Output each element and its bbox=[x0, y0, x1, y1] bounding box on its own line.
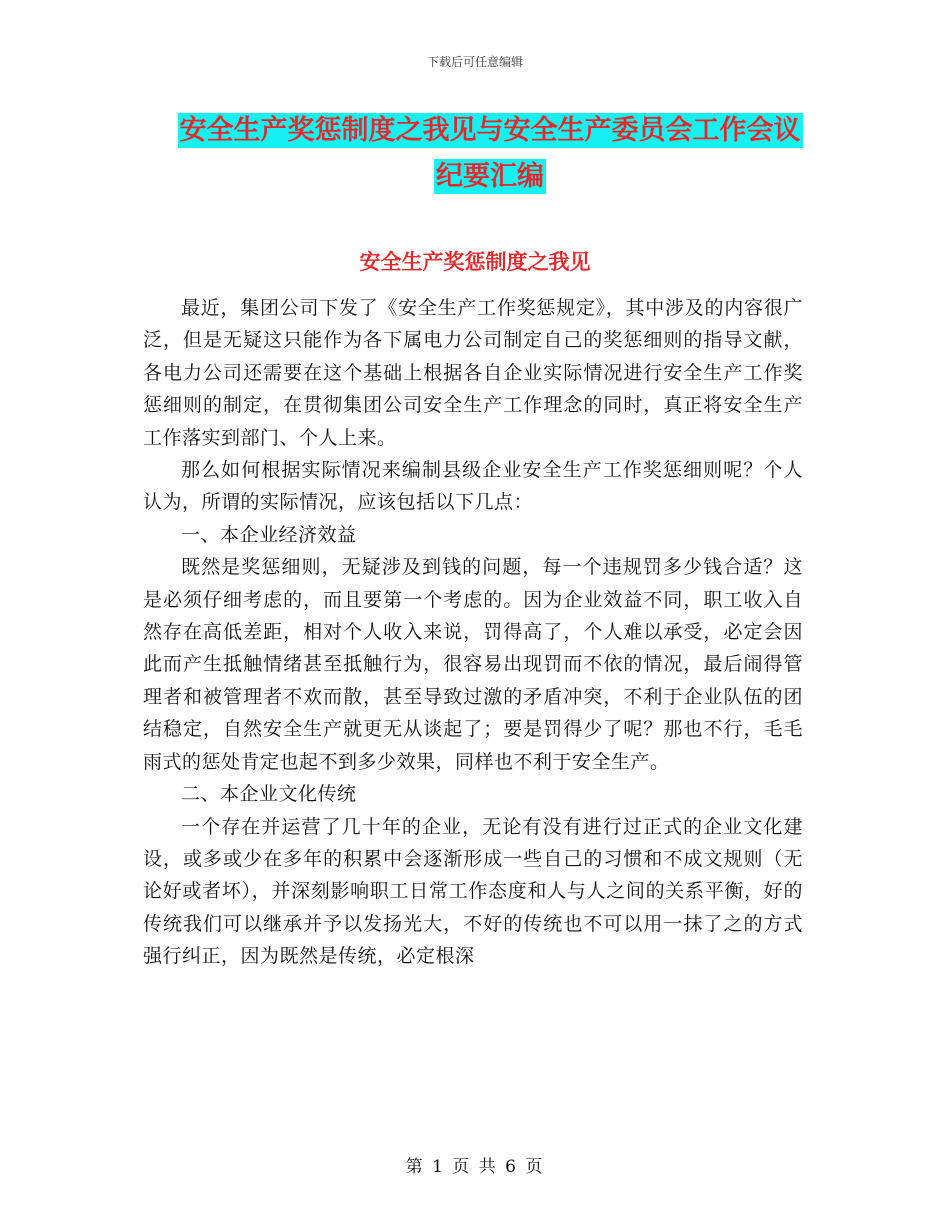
page-header-note: 下载后可任意编辑 bbox=[426, 55, 523, 69]
document-body bbox=[143, 292, 803, 973]
paragraph: 最近，集团公司下发了《安全生产工作奖惩规定》，其中涉及的内容很广泛，但是无疑这只能作为各下属电力公司制定自己的奖惩细则的指导文献，各电力公司还需要在这个基础上根据各自企业实际情况进行安全生产工作奖惩细则的制定，在贯彻集团公司安全生产工作理念的同时，真正将安全生产工作落实到部门、个人上来。 bbox=[143, 297, 803, 449]
document-title-line-2: 纪要汇编 bbox=[436, 161, 544, 192]
document-title bbox=[140, 108, 840, 200]
paragraph: 那么如何根据实际情况来编制县级企业安全生产工作奖惩细则呢？个人认为，所谓的实际情况，应该包括以下几点： bbox=[143, 459, 803, 514]
section-title: 安全生产奖惩制度之我见 bbox=[359, 250, 591, 274]
paragraph: 一个存在并运营了几十年的企业，无论有没有进行过正式的企业文化建设，或多或少在多年的积累中会逐渐形成一些自己的习惯和不成文规则（无论好或者坏），并深刻影响职工日常工作态度和人与人之间的关系平衡，好的传统我们可以继承并予以发扬光大，不好的传统也不可以用一抹了之的方式强行纠正，因为既然是传统，必定根深 bbox=[143, 815, 803, 968]
subheading: 一、本企业经济效益 bbox=[181, 523, 357, 546]
page-number-footer: 第 1 页 共 6 页 bbox=[405, 1157, 545, 1177]
subheading: 二、本企业文化传统 bbox=[181, 783, 357, 806]
paragraph: 既然是奖惩细则，无疑涉及到钱的问题，每一个违规罚多少钱合适？这是必须仔细考虑的，而且要第一个考虑的。因为企业效益不同，职工收入自然存在高低差距，相对个人收入来说，罚得高了，个人难以承受，必定会因此而产生抵触情绪甚至抵触行为，很容易出现罚而不依的情况，最后闹得管理者和被管理者不欢而散，甚至导致过激的矛盾冲突，不利于企业队伍的团结稳定，自然安全生产就更无从谈起了；要是罚得少了呢？那也不行，毛毛雨式的惩处肯定也起不到多少效果，同样也不利于安全生产。 bbox=[143, 556, 803, 773]
document-title-line-1: 安全生产奖惩制度之我见与安全生产委员会工作会议 bbox=[179, 115, 801, 146]
